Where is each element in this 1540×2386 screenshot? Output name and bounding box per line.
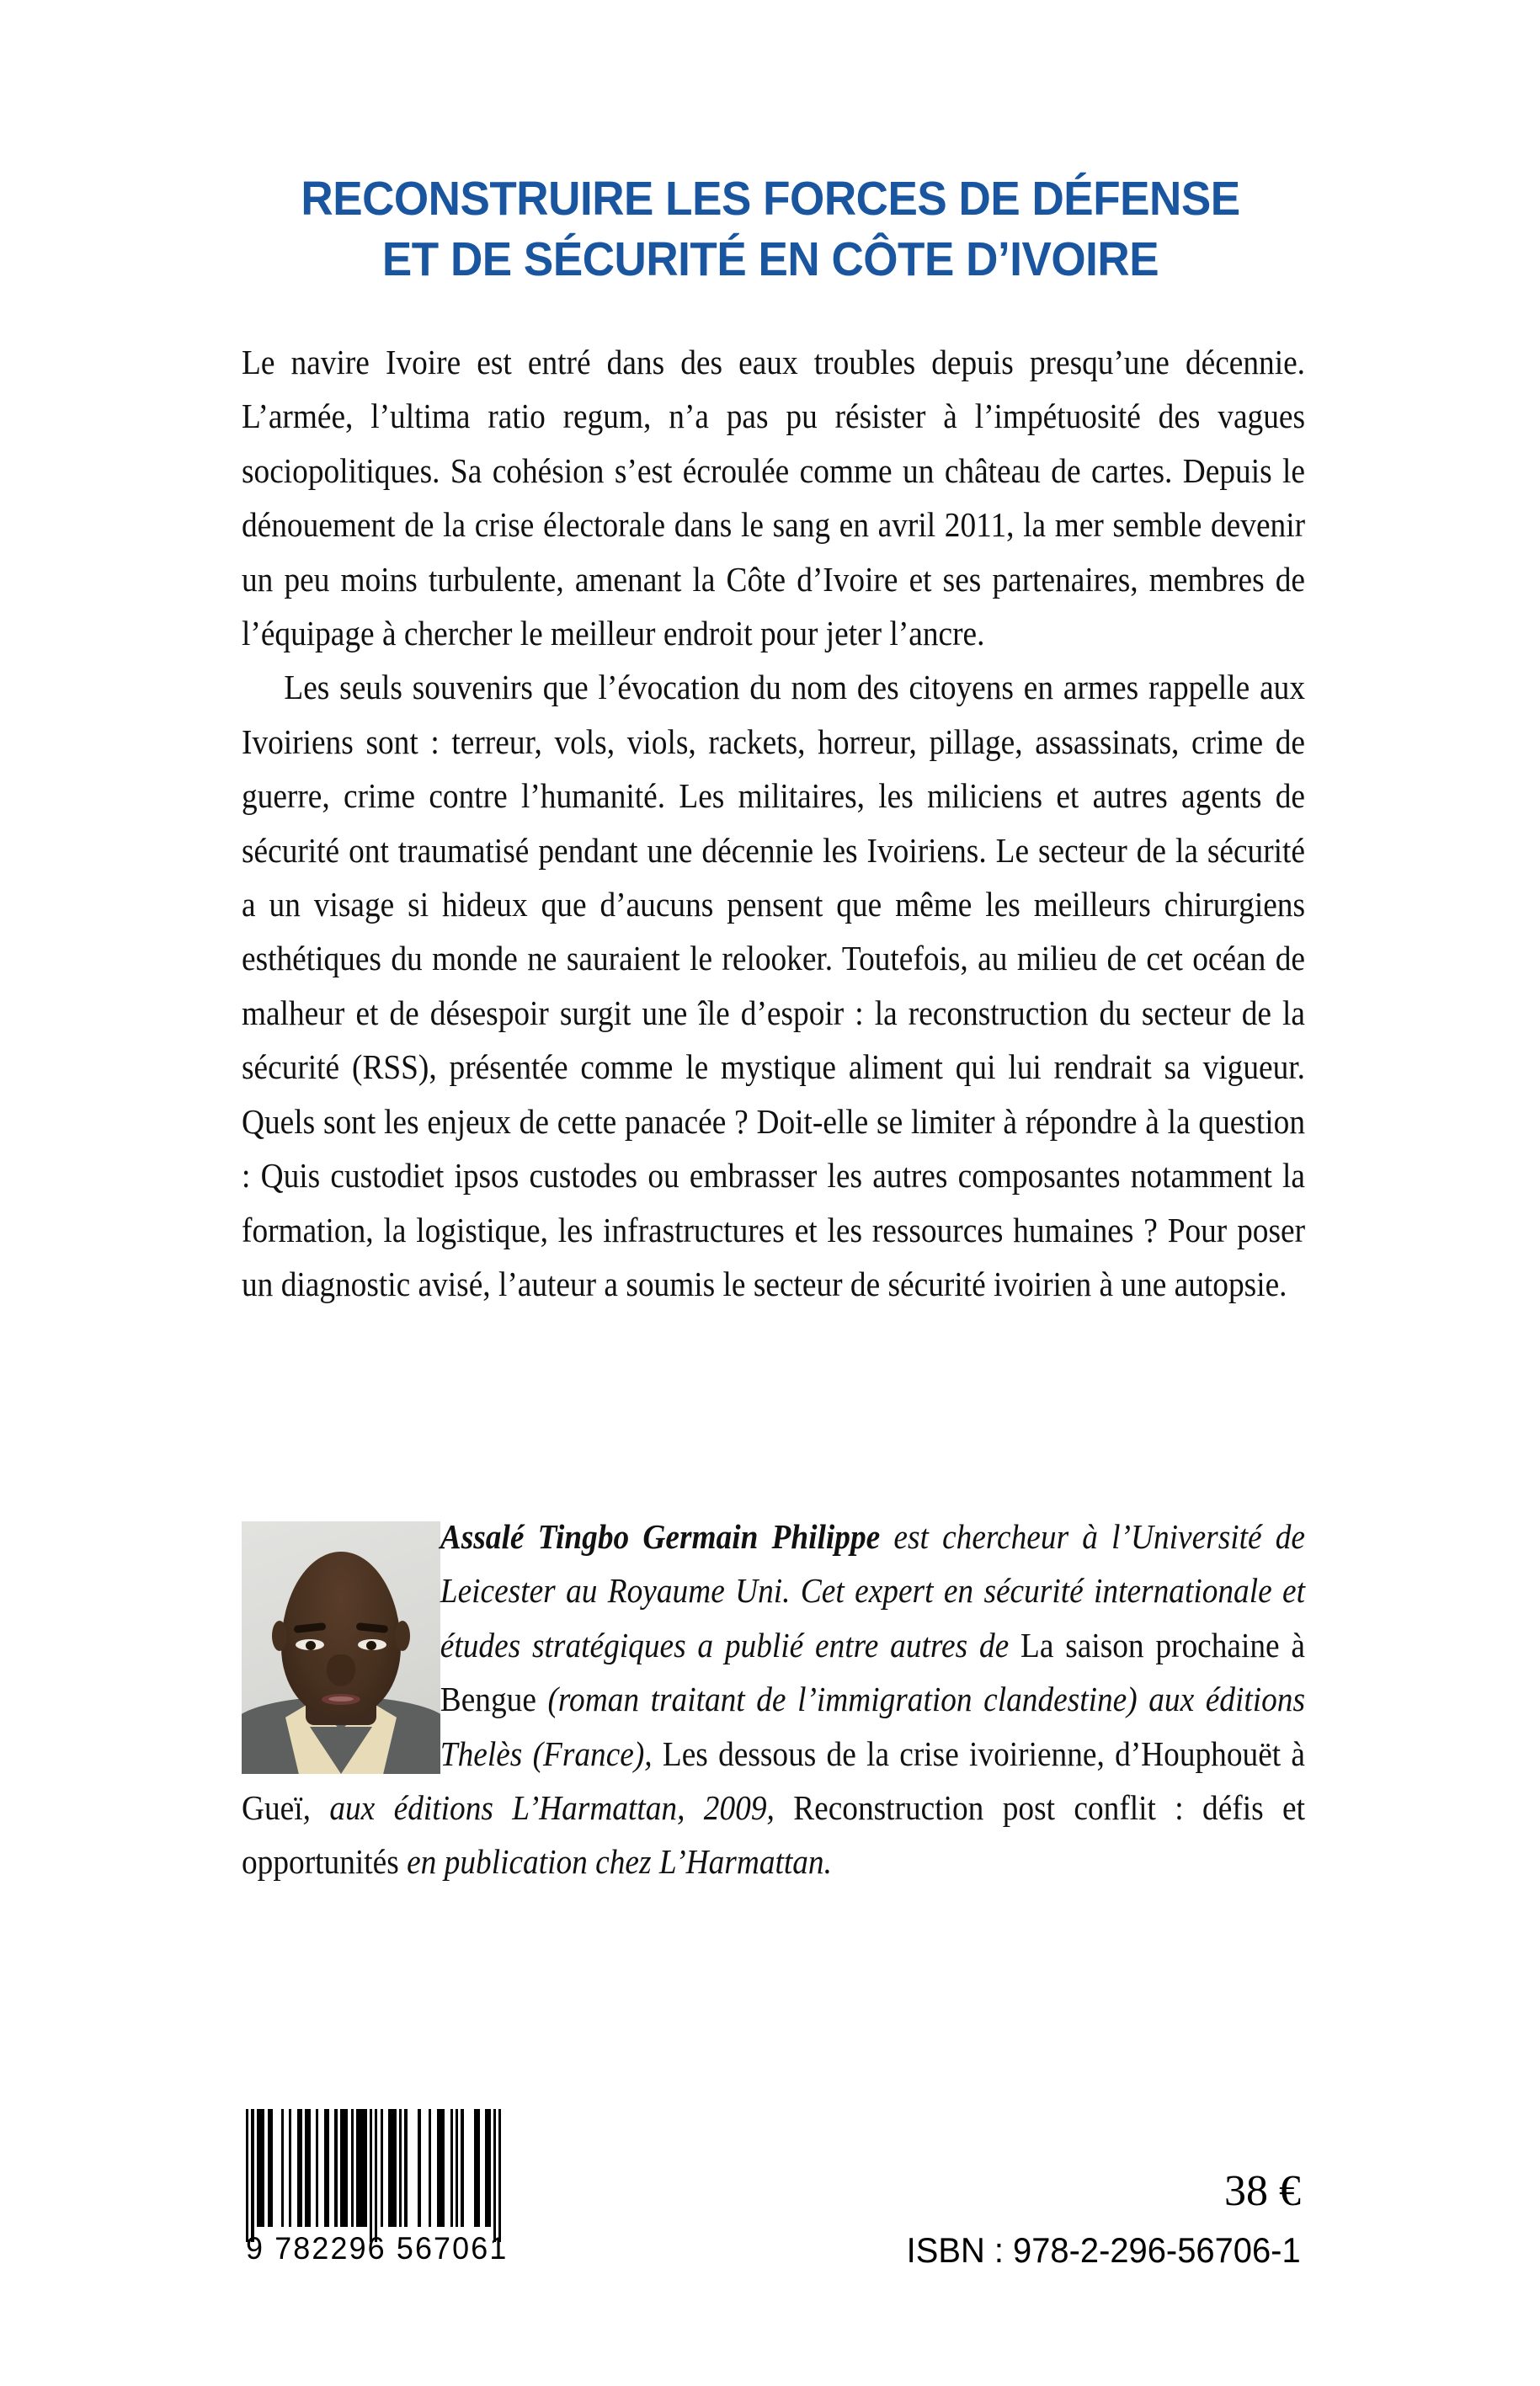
barcode-bar — [340, 2109, 349, 2227]
barcode-bar — [498, 2109, 501, 2242]
work-title-1: La saison prochaine à Bengue — [440, 1625, 1306, 1719]
barcode-bar — [464, 2109, 475, 2227]
blurb-paragraph-2: Les seuls souvenirs que l’évocation du nom des citoyens en armes rappelle aux Ivoiriens sont : terreur, vols, viols, rackets, horreur, pillage, assassinats, crime de guerre, crime contre l’humanité. Les militaires, les miliciens et autres agents de sécurité ont traumatisé pendant une décennie les Ivoiriens. Le secteur de la sécurité a un visage si hideux que d’aucuns pensent que même les meilleurs chirurgiens esthétiques du monde ne sauraient le relooker. Toutefois, au milieu de cet océan de malheur et de désespoir surgit une île d’espoir : la reconstruction du secteur de la sécurité (RSS), présentée comme le mystique aliment qui lui rendrait sa vigueur. Quels sont les enjeux de cette panacée ? Doit-elle se limiter à répondre à la question : Quis custodiet ipsos custodes ou embrasser les autres composantes notamment la formation, la logistique, les infrastructures et les ressources humaines ? Pour poser un diagnostic avisé, l’auteur a soumis le secteur de sécurité ivoirien à une autopsie. — [242, 668, 1306, 1303]
barcode-digits: 9 782296 567061 — [246, 2231, 509, 2266]
price-label: 38 € — [1224, 2167, 1301, 2215]
barcode-bar — [408, 2109, 418, 2227]
isbn-label: ISBN : 978-2-296-56706-1 — [906, 2230, 1301, 2270]
author-bio-text-wrapper — [242, 1510, 1305, 1889]
barcode-bar — [437, 2109, 445, 2227]
barcode-bar — [356, 2109, 367, 2227]
book-title — [236, 168, 1305, 290]
bio-segment-4: en publication chez L’Harmattan. — [398, 1842, 832, 1882]
barcode-bar — [273, 2109, 281, 2227]
author-bio-paragraph — [242, 1510, 1305, 1889]
blurb-paragraph-1: Le navire Ivoire est entré dans des eaux troubles depuis presqu’une décennie. L’armée, l’ultima ratio regum, n’a pas pu résister à l’impétuosité des vagues sociopolitiques. Sa cohésion s’est écroulée comme un château de cartes. Depuis le dénouement de la crise électorale dans le sang en avril 2011, la mer semble devenir un peu moins turbulente, amenant la Côte d’Ivoire et ses partenaires, membres de l’équipage à chercher le meilleur endroit pour jeter l’ancre. — [242, 343, 1306, 653]
barcode-bar — [388, 2109, 397, 2227]
bio-segment-3: , aux éditions L’Harmattan, 2009, — [302, 1788, 794, 1828]
author-bio — [242, 1510, 1304, 1889]
blurb-text — [242, 335, 1304, 1311]
bio-segment-1: est chercheur à l’Université de Leicester au Royaume Uni. Cet expert en sécurité internationale et études stratégiques a publié entre autres de — [440, 1517, 1306, 1664]
barcode-bar — [257, 2109, 265, 2227]
bio-segment-2: (roman traitant de l’immigration clandestine) aux éditions Thelès (France), — [440, 1680, 1306, 1773]
book-title-line-2: ET DE SÉCURITÉ EN CÔTE D’IVOIRE — [381, 232, 1159, 286]
book-title-line-1: RECONSTRUIRE LES FORCES DE DÉFENSE — [301, 172, 1240, 226]
work-title-3: Reconstruction post conflit : défis et opportunités — [242, 1788, 1306, 1882]
barcode-bars — [246, 2109, 524, 2242]
author-name: Assalé Tingbo Germain Philippe — [440, 1517, 881, 1556]
ean13-barcode — [246, 2109, 524, 2266]
work-title-2: Les dessous de la crise ivoirienne, d’Houphouët à Gueï — [242, 1734, 1305, 1828]
barcode-bar — [421, 2109, 429, 2227]
